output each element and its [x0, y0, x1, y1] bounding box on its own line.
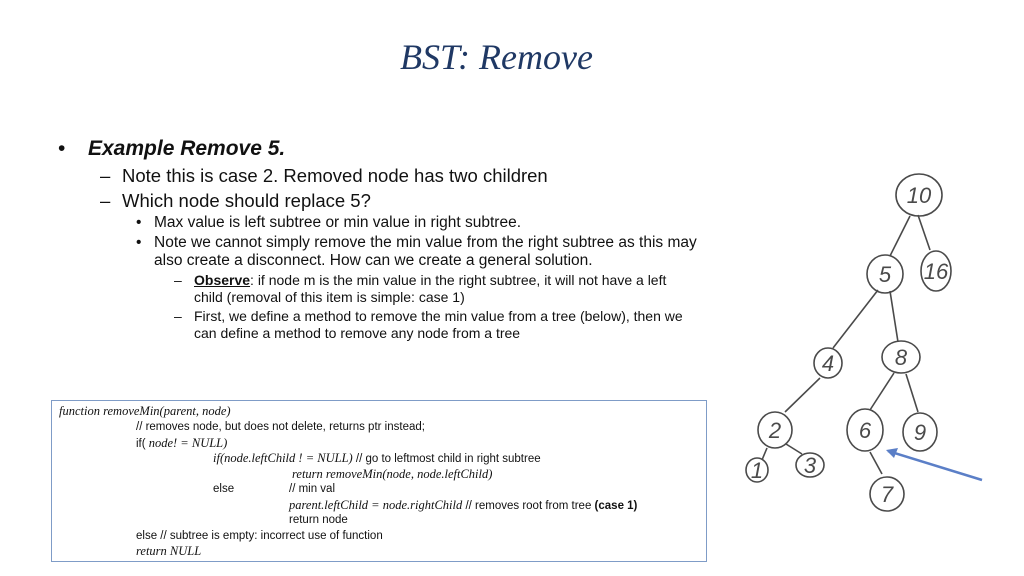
tree-label-1: 1	[750, 458, 764, 483]
bullet-level1	[58, 136, 698, 162]
observe-label: Observe	[194, 272, 251, 288]
dash-icon: –	[174, 272, 182, 288]
bullet-dot-icon: •	[136, 214, 142, 231]
edge-6-7	[870, 452, 882, 474]
code-box	[51, 400, 707, 562]
code-case1-label: (case 1)	[594, 500, 638, 512]
dash-icon: –	[174, 308, 182, 324]
code-assign-comment: // removes root from tree	[462, 500, 595, 512]
code-line-return-null: return NULL	[136, 544, 202, 558]
code-if-left-condition: if(node.leftChild ! = NULL)	[213, 451, 353, 465]
code-line-recursive-return: return removeMin(node, node.leftChild)	[292, 467, 493, 481]
max-min-note: Max value is left subtree or min value in right subtree.	[154, 214, 522, 231]
code-if-keyword: if(	[136, 438, 146, 450]
edge-10-16	[918, 215, 930, 250]
dash-icon: –	[100, 165, 111, 186]
edge-2-3	[786, 444, 802, 454]
code-line-if-left	[213, 451, 541, 468]
code-if-condition: node! = NULL)	[145, 436, 228, 450]
tree-label-7: 7	[880, 482, 894, 507]
method-note: First, we define a method to remove the min value from a tree (below), then we can define a method to remove any node from a tree	[194, 308, 683, 341]
bullet-level3	[136, 214, 698, 232]
tree-label-16: 16	[923, 259, 949, 284]
code-line-return-node: return node	[289, 514, 348, 526]
edge-8-6	[870, 373, 894, 410]
pointer-arrow-icon	[888, 451, 982, 480]
observe-text: : if node m is the min value in the right subtree, it will not have a left child (removal of this item is simple: case 1)	[194, 272, 667, 305]
tree-label-3: 3	[803, 453, 817, 478]
tree-label-4: 4	[821, 351, 835, 376]
bullet-list	[58, 136, 698, 342]
dash-icon: –	[100, 190, 111, 211]
tree-label-9: 9	[913, 420, 927, 445]
tree-label-10: 10	[906, 183, 932, 208]
code-assign-expr: parent.leftChild = node.rightChild	[289, 498, 463, 512]
bullet-level4	[174, 308, 698, 342]
replace-question: Which node should replace 5?	[122, 190, 371, 211]
code-line-else: else	[213, 483, 235, 495]
bullet-level2	[100, 164, 698, 187]
edge-5-8	[890, 291, 898, 342]
bullet-dot-icon: •	[58, 137, 66, 160]
bullet-level2	[100, 189, 698, 212]
tree-label-6: 6	[858, 418, 872, 443]
edge-4-2	[785, 378, 820, 412]
tree-label-8: 8	[894, 345, 908, 370]
tree-label-2: 2	[768, 418, 782, 443]
bullet-dot-icon: •	[136, 234, 142, 251]
code-line-else-empty: else // subtree is empty: incorrect use of function	[136, 530, 383, 542]
edge-8-9	[906, 374, 918, 412]
code-line-min-comment: // min val	[289, 483, 336, 495]
case-note: Note this is case 2. Removed node has two children	[122, 165, 548, 186]
slide-title: BST: Remove	[400, 37, 593, 77]
example-heading: Example Remove 5.	[88, 137, 286, 160]
tree-label-5: 5	[878, 262, 892, 287]
bullet-level3	[136, 234, 698, 270]
edge-10-5	[890, 216, 910, 256]
disconnect-note: Note we cannot simply remove the min value from the right subtree as this may also create a disconnect. How can we create a general solution.	[154, 234, 697, 269]
bullet-level4	[174, 272, 698, 306]
code-line-signature: function removeMin(parent, node)	[59, 404, 231, 418]
edge-5-4	[833, 290, 878, 348]
code-if-left-comment: // go to leftmost child in right subtree	[352, 453, 541, 465]
code-line-comment: // removes node, but does not delete, returns ptr instead;	[136, 421, 425, 433]
bst-tree-diagram	[730, 168, 1020, 518]
